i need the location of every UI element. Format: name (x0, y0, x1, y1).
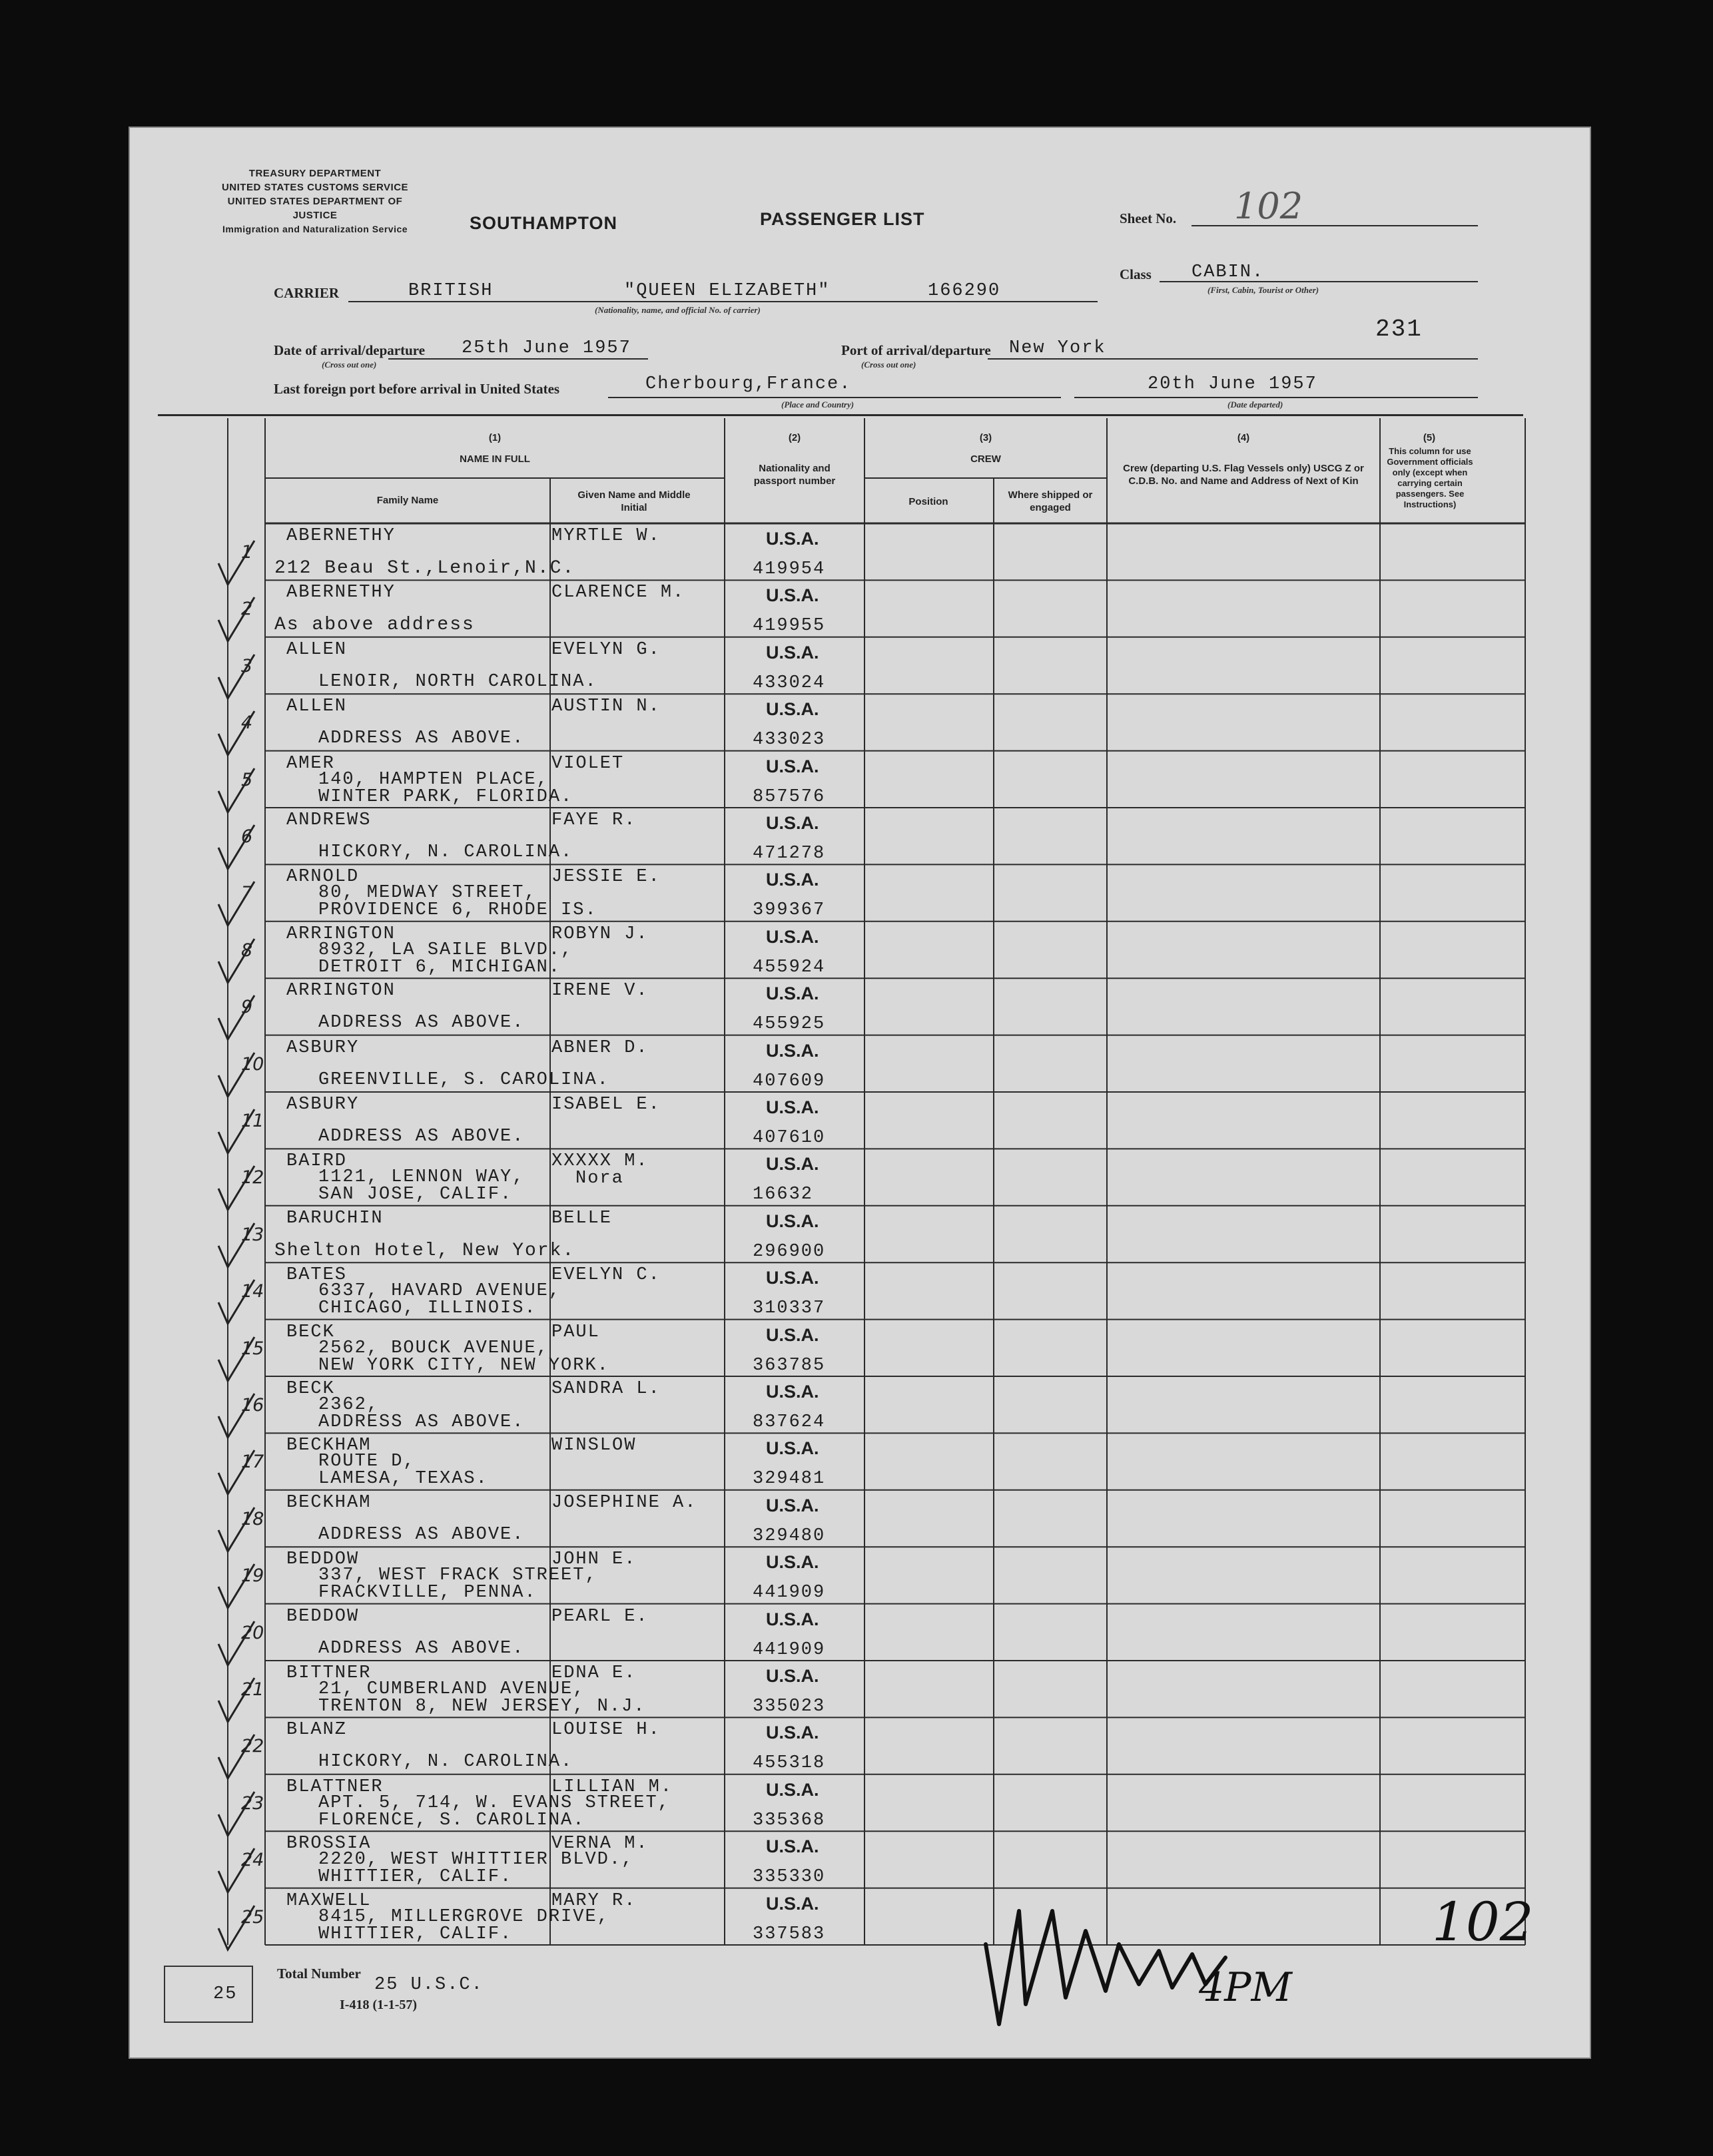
check-mark-icon (213, 1503, 260, 1557)
col1-number: (1) (488, 432, 502, 443)
row-number: 15 (241, 1338, 264, 1359)
row-number: 11 (241, 1111, 264, 1131)
passport-number: 296900 (753, 1241, 826, 1262)
family-name: BECK (286, 1322, 335, 1342)
given-name: ISABEL E. (551, 1095, 661, 1115)
row-number: 12 (241, 1167, 264, 1189)
carrier-number: 166290 (928, 281, 1001, 301)
row-number: 25 (241, 1906, 264, 1928)
row-number: 19 (241, 1565, 264, 1587)
carrier-name: "QUEEN ELIZABETH" (624, 281, 831, 301)
row-number: 16 (241, 1395, 264, 1416)
class-hint: (First, Cabin, Tourist or Other) (1207, 285, 1319, 295)
address-line-2: CHICAGO, ILLINOIS. (318, 1298, 537, 1319)
nationality: U.S.A. (766, 529, 819, 549)
total-value: 25 U.S.C. (374, 1975, 484, 1995)
address-line: ADDRESS AS ABOVE. (318, 1524, 525, 1545)
signature-time: 4PM (1199, 1964, 1292, 2011)
total-box-value: 25 (213, 1984, 238, 2004)
passport-number: 329481 (753, 1469, 826, 1489)
address-line: 2220, WEST WHITTIER BLVD., (318, 1850, 634, 1870)
row-number: 3 (241, 655, 253, 676)
port-label: Port of arrival/departure (841, 342, 991, 358)
class-label: Class (1120, 266, 1152, 282)
col3-title: CREW (970, 453, 1001, 465)
row-number: 10 (241, 1053, 264, 1075)
address-line: 2362, (318, 1395, 380, 1415)
port-hint: (Cross out one) (861, 360, 916, 370)
check-mark-icon (213, 1902, 260, 1955)
given-name: BELLE (551, 1208, 613, 1228)
nationality: U.S.A. (766, 1552, 819, 1573)
check-mark-icon (213, 593, 260, 647)
check-mark-icon (213, 1049, 260, 1102)
col-family-name: Family Name (376, 495, 439, 506)
address-line-2: FLORENCE, S. CAROLINA. (318, 1810, 585, 1830)
given-name: EVELYN C. (551, 1265, 661, 1286)
arrival-label: Date of arrival/departure (274, 342, 426, 358)
given-name: JOSEPHINE A. (551, 1492, 697, 1513)
check-mark-icon (213, 1731, 260, 1784)
given-name-handwritten: Nora (575, 1169, 624, 1189)
given-name: LOUISE H. (551, 1720, 661, 1741)
passport-number: 16632 (753, 1185, 814, 1205)
address-line: ADDRESS AS ABOVE. (318, 1013, 525, 1033)
address-line: 8415, MILLERGROVE DRIVE, (318, 1906, 609, 1927)
address-line: 337, WEST FRACK STREET, (318, 1565, 597, 1586)
row-number: 8 (241, 940, 253, 961)
given-name: SANDRA L. (551, 1379, 661, 1399)
passport-number: 441909 (753, 1583, 826, 1603)
agency-line-3: UNITED STATES DEPARTMENT OF JUSTICE (227, 196, 403, 221)
agency-line-4: Immigration and Naturalization Service (222, 224, 408, 234)
class-value: CABIN. (1192, 262, 1265, 282)
check-mark-icon (213, 1674, 260, 1727)
check-mark-icon (213, 1788, 260, 1841)
row-number: 1 (241, 542, 253, 563)
family-name: BAIRD (286, 1151, 348, 1172)
given-name: MYRTLE W. (551, 526, 661, 546)
row-number: 23 (241, 1792, 264, 1814)
given-name: WINSLOW (551, 1436, 637, 1456)
address-line: 1121, LENNON WAY, (318, 1167, 525, 1188)
address-line-2: DETROIT 6, MICHIGAN. (318, 957, 561, 977)
date-departed-hint: (Date departed) (1227, 400, 1283, 409)
given-name: AUSTIN N. (551, 696, 661, 717)
family-name: BLANZ (286, 1720, 348, 1741)
address-line: 140, HAMPTEN PLACE, (318, 769, 549, 790)
given-name: EVELYN G. (551, 639, 661, 660)
passport-number: 419954 (753, 559, 826, 579)
family-name: ALLEN (286, 639, 348, 660)
last-port-value: Cherbourg,France. (645, 374, 852, 394)
family-name: BATES (286, 1265, 348, 1286)
check-mark-icon (213, 1844, 260, 1898)
address-line: 80, MEDWAY STREET, (318, 883, 537, 904)
stamp-number: 231 (1375, 316, 1423, 343)
passport-number: 335023 (753, 1697, 826, 1717)
check-mark-icon (213, 537, 260, 590)
port-value: New York (1009, 338, 1106, 358)
given-name: FAYE R. (551, 810, 637, 830)
col-given-name: Given Name and Middle Initial (577, 489, 691, 513)
check-mark-icon (213, 878, 260, 931)
nationality: U.S.A. (766, 926, 819, 947)
margin-note: 102 (1432, 1891, 1534, 1953)
passport-number: 419955 (753, 616, 826, 637)
address-line: LENOIR, NORTH CAROLINA. (318, 671, 597, 692)
family-name: ASBURY (286, 1095, 360, 1115)
arrival-hint: (Cross out one) (322, 360, 377, 370)
given-name: ROBYN J. (551, 924, 649, 944)
check-mark-icon (213, 821, 260, 874)
check-mark-icon (213, 1162, 260, 1215)
row-number: 18 (241, 1508, 264, 1529)
passport-number: 471278 (753, 844, 826, 864)
nationality: U.S.A. (766, 1723, 819, 1743)
given-name: XXXXX M. (551, 1151, 649, 1172)
address-line-2: FRACKVILLE, PENNA. (318, 1583, 537, 1603)
passport-number: 329480 (753, 1525, 826, 1546)
row-number: 20 (241, 1622, 264, 1643)
check-mark-icon (213, 1276, 260, 1329)
family-name: ARRINGTON (286, 981, 396, 1001)
passport-number: 433024 (753, 673, 826, 693)
check-mark-icon (213, 1333, 260, 1386)
passport-number: 335368 (753, 1810, 826, 1830)
address-line: 21, CUMBERLAND AVENUE, (318, 1679, 585, 1699)
nationality: U.S.A. (766, 699, 819, 720)
col-where-shipped: Where shipped or engaged (1008, 489, 1093, 513)
address-line-2: WHITTIER, CALIF. (318, 1924, 513, 1944)
check-mark-icon (213, 1617, 260, 1671)
nationality: U.S.A. (766, 1382, 819, 1402)
given-name: PEARL E. (551, 1606, 649, 1627)
address-line: HICKORY, N. CAROLINA. (318, 1752, 573, 1772)
family-name: ASBURY (286, 1037, 360, 1058)
address-line-2: TRENTON 8, NEW JERSEY, N.J. (318, 1697, 646, 1717)
address-line-2: SAN JOSE, CALIF. (318, 1185, 513, 1205)
address-line: ADDRESS AS ABOVE. (318, 728, 525, 749)
address-line-2: NEW YORK CITY, NEW YORK. (318, 1355, 609, 1376)
nationality: U.S.A. (766, 870, 819, 890)
nationality: U.S.A. (766, 1324, 819, 1345)
date-departed: 20th June 1957 (1148, 374, 1317, 394)
family-name: BARUCHIN (286, 1208, 384, 1228)
address-line: ADDRESS AS ABOVE. (318, 1127, 525, 1147)
given-name: EDNA E. (551, 1663, 637, 1683)
passport-number: 455925 (753, 1014, 826, 1035)
address-line: Shelton Hotel, New York. (274, 1240, 575, 1261)
family-name: BEDDOW (286, 1549, 360, 1570)
agency-line-2: UNITED STATES CUSTOMS SERVICE (221, 182, 409, 193)
nationality: U.S.A. (766, 1609, 819, 1629)
arrival-date: 25th June 1957 (462, 338, 631, 358)
agency-line-1: TREASURY DEPARTMENT (248, 168, 382, 179)
address-line-2: ADDRESS AS ABOVE. (318, 1412, 525, 1432)
row-number: 9 (241, 997, 253, 1018)
page-title: PASSENGER LIST (760, 209, 925, 229)
passport-number: 335330 (753, 1867, 826, 1888)
family-name: BROSSIA (286, 1834, 372, 1854)
family-name: ABERNETHY (286, 526, 396, 546)
passport-number: 337583 (753, 1924, 826, 1944)
row-number: 5 (241, 769, 253, 790)
family-name: ALLEN (286, 696, 348, 717)
col2-title: Nationality and passport number (753, 463, 836, 487)
address-line: 8932, LA SAILE BLVD., (318, 940, 573, 960)
given-name: MARY R. (551, 1890, 637, 1911)
check-mark-icon (213, 764, 260, 818)
address-line: GREENVILLE, S. CAROLINA. (318, 1069, 609, 1090)
passport-number: 363785 (753, 1355, 826, 1376)
col4-title: Crew (departing U.S. Flag Vessels only) USCG Z or C.D.B. No. and Name and Address of Next of Kin (1123, 463, 1364, 487)
family-name: ARNOLD (286, 867, 360, 888)
passport-number: 399367 (753, 900, 826, 921)
check-mark-icon (213, 1446, 260, 1499)
passport-number: 455318 (753, 1753, 826, 1774)
total-box (164, 1966, 253, 2023)
family-name: BLATTNER (286, 1776, 384, 1797)
address-line: 2562, BOUCK AVENUE, (318, 1338, 549, 1358)
given-name: IRENE V. (551, 981, 649, 1001)
family-name: MAXWELL (286, 1890, 372, 1911)
passport-number: 407610 (753, 1128, 826, 1148)
nationality: U.S.A. (766, 756, 819, 776)
address-line: HICKORY, N. CAROLINA. (318, 842, 573, 862)
passport-number: 441909 (753, 1639, 826, 1660)
nationality: U.S.A. (766, 1097, 819, 1117)
col1-title: NAME IN FULL (460, 453, 530, 465)
family-name: BEDDOW (286, 1606, 360, 1627)
passport-number: 837624 (753, 1412, 826, 1432)
nationality: U.S.A. (766, 585, 819, 606)
nationality: U.S.A. (766, 1268, 819, 1288)
col4-number: (4) (1237, 432, 1250, 443)
col-position: Position (908, 496, 948, 507)
nationality: U.S.A. (766, 1666, 819, 1686)
col2-number: (2) (788, 432, 801, 443)
nationality: U.S.A. (766, 1040, 819, 1061)
row-number: 2 (241, 599, 253, 620)
given-name: VIOLET (551, 753, 625, 774)
address-line-2: PROVIDENCE 6, RHODE IS. (318, 900, 597, 921)
given-name: PAUL (551, 1322, 600, 1342)
family-name: ARRINGTON (286, 924, 396, 944)
check-mark-icon (213, 1390, 260, 1443)
row-number: 7 (241, 883, 253, 904)
check-mark-icon (213, 707, 260, 760)
given-name: JESSIE E. (551, 867, 661, 888)
port-stamp: SOUTHAMPTON (470, 213, 618, 233)
carrier-nationality: BRITISH (408, 281, 494, 301)
nationality: U.S.A. (766, 1779, 819, 1800)
col3-number: (3) (979, 432, 992, 443)
address-line: 6337, HAVARD AVENUE, (318, 1281, 561, 1302)
col5-title: This column for use Government officials only (except when carrying certain passengers. See Instructions) (1387, 446, 1473, 509)
family-name: BITTNER (286, 1663, 372, 1683)
address-line: APT. 5, 714, W. EVANS STREET, (318, 1792, 670, 1813)
carrier-label: CARRIER (274, 285, 340, 301)
check-mark-icon (213, 1560, 260, 1613)
family-name: ABERNETHY (286, 583, 396, 603)
family-name: BECKHAM (286, 1436, 372, 1456)
address-line-2: LAMESA, TEXAS. (318, 1469, 488, 1489)
row-number: 22 (241, 1736, 264, 1757)
form-number: I-418 (1-1-57) (340, 1998, 418, 2012)
nationality: U.S.A. (766, 642, 819, 663)
check-mark-icon (213, 651, 260, 704)
row-number: 24 (241, 1850, 264, 1871)
address-line: 212 Beau St.,Lenoir,N.C. (274, 558, 575, 579)
check-mark-icon (213, 991, 260, 1045)
given-name: VERNA M. (551, 1834, 649, 1854)
carrier-hint: (Nationality, name, and official No. of carrier) (595, 305, 761, 315)
family-name: BECK (286, 1379, 335, 1399)
total-label: Total Number (277, 1966, 361, 1982)
address-line-2: WINTER PARK, FLORIDA. (318, 786, 573, 807)
row-number: 17 (241, 1452, 264, 1473)
check-mark-icon (213, 1105, 260, 1159)
passport-number: 407609 (753, 1071, 826, 1091)
address-line: As above address (274, 615, 475, 636)
passport-number: 455924 (753, 957, 826, 977)
row-number: 4 (241, 712, 253, 734)
row-number: 6 (241, 826, 253, 847)
given-name: CLARENCE M. (551, 583, 685, 603)
address-line: ADDRESS AS ABOVE. (318, 1638, 525, 1659)
last-port-label: Last foreign port before arrival in United States (274, 381, 560, 397)
given-name: LILLIAN M. (551, 1776, 673, 1797)
nationality: U.S.A. (766, 1211, 819, 1231)
passport-number: 433023 (753, 730, 826, 750)
address-line: ROUTE D, (318, 1452, 416, 1472)
row-number: 13 (241, 1224, 264, 1245)
passport-number: 857576 (753, 786, 826, 807)
given-name: JOHN E. (551, 1549, 637, 1570)
check-mark-icon (213, 935, 260, 988)
sheet-label: Sheet No. (1120, 210, 1177, 226)
family-name: ANDREWS (286, 810, 372, 830)
col5-number: (5) (1423, 432, 1436, 443)
nationality: U.S.A. (766, 1438, 819, 1459)
sheet-number: 102 (1234, 185, 1303, 227)
nationality: U.S.A. (766, 1836, 819, 1857)
nationality: U.S.A. (766, 983, 819, 1004)
row-number: 21 (241, 1679, 264, 1700)
family-name: AMER (286, 753, 335, 774)
nationality: U.S.A. (766, 813, 819, 833)
nationality: U.S.A. (766, 1495, 819, 1515)
family-name: BECKHAM (286, 1492, 372, 1513)
nationality: U.S.A. (766, 1893, 819, 1914)
last-port-hint: (Place and Country) (781, 400, 855, 409)
address-line-2: WHITTIER, CALIF. (318, 1867, 513, 1888)
given-name: ABNER D. (551, 1037, 649, 1058)
nationality: U.S.A. (766, 1154, 819, 1175)
passport-number: 310337 (753, 1298, 826, 1319)
check-mark-icon (213, 1219, 260, 1272)
row-number: 14 (241, 1281, 264, 1302)
